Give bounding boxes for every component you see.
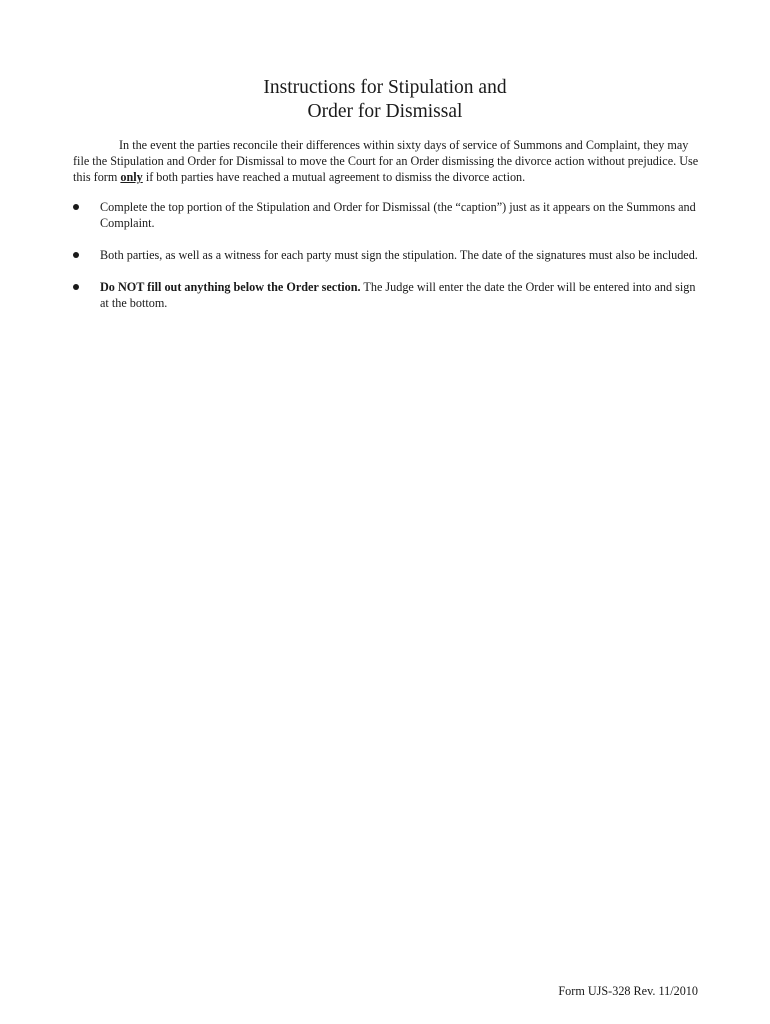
list-item: [73, 247, 705, 263]
intro-paragraph: [73, 137, 705, 185]
list-item-text: Complete the top portion of the Stipulation and Order for Dismissal (the “caption”) just as it appears on the Summons and Complaint.: [100, 200, 696, 230]
title-line-1: Instructions for Stipulation and: [263, 77, 507, 98]
instruction-list: [73, 199, 705, 327]
list-item-text: The Judge will enter the date the Order will be entered into and sign at the bottom.: [100, 280, 696, 310]
bullet-icon: [73, 252, 79, 258]
form-number-footer: Form UJS-328 Rev. 11/2010: [558, 984, 698, 998]
bullet-icon: [73, 284, 79, 290]
document-title: [0, 76, 770, 124]
list-item-text: Both parties, as well as a witness for each party must sign the stipulation. The date of the signatures must also be included.: [100, 248, 698, 262]
list-item: [73, 279, 705, 311]
intro-text-2: if both parties have reached a mutual agreement to dismiss the divorce action.: [142, 170, 526, 184]
list-item: [73, 199, 705, 231]
intro-emphasis: only: [120, 170, 143, 184]
bullet-icon: [73, 204, 79, 210]
title-line-2: Order for Dismissal: [307, 101, 463, 122]
list-item-bold-text: Do NOT fill out anything below the Order section.: [100, 280, 361, 294]
intro-text-1: In the event the parties reconcile their differences within sixty days of service of Summons and Complaint, they may file the Stipulation and Order for Dismissal to move the Court for an Order dismissing the divorce action without prejudice. Use this form: [73, 138, 699, 184]
